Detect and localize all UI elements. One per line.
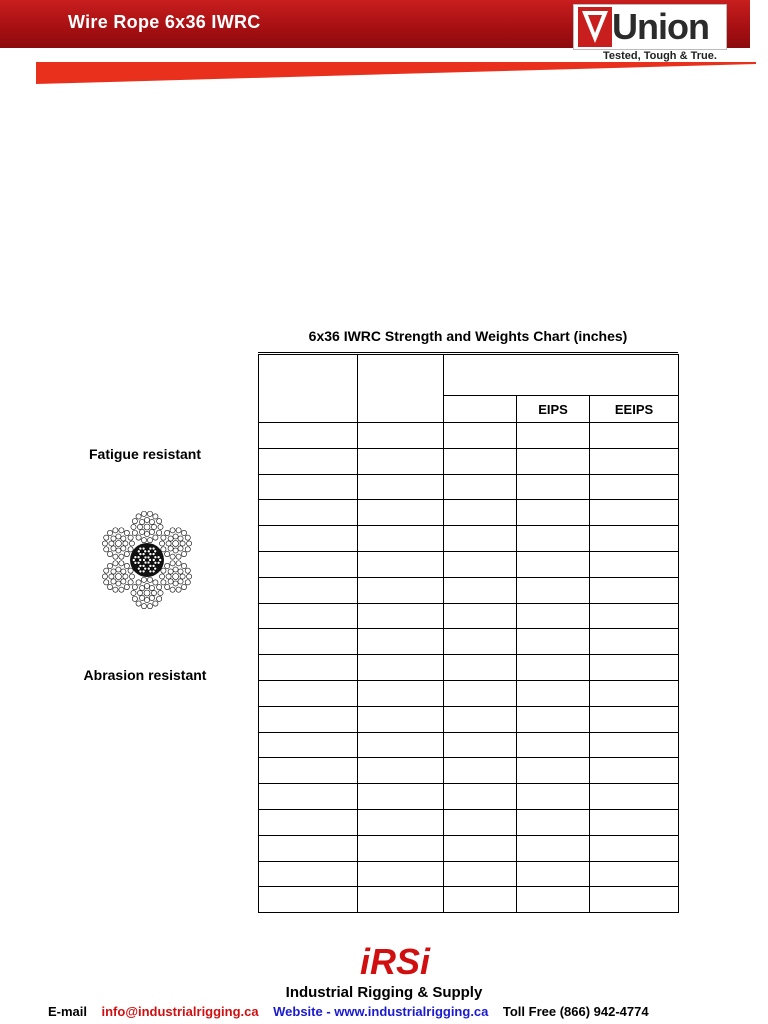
table-cell	[358, 680, 444, 706]
table-cell	[259, 655, 358, 681]
table-cell	[517, 423, 590, 449]
table-cell	[358, 655, 444, 681]
table-cell	[444, 577, 517, 603]
table-cell	[259, 500, 358, 526]
union-v-icon	[578, 7, 612, 47]
table-row	[259, 577, 679, 603]
table-row	[259, 680, 679, 706]
table-cell	[358, 809, 444, 835]
table-cell	[444, 835, 517, 861]
table-cell	[590, 577, 679, 603]
table-cell	[259, 629, 358, 655]
table-cell	[358, 423, 444, 449]
union-tagline: Tested, Tough & True.	[603, 50, 717, 62]
subheader-ips	[444, 396, 517, 423]
table-cell	[517, 603, 590, 629]
table-row	[259, 784, 679, 810]
header-cell-strength	[444, 355, 679, 396]
table-cell	[517, 835, 590, 861]
table-cell	[590, 603, 679, 629]
table-cell	[590, 887, 679, 913]
company-name: Industrial Rigging & Supply	[285, 984, 483, 1001]
irsi-logo-text: iRSi	[360, 941, 431, 980]
table-cell	[590, 423, 679, 449]
table-cell	[358, 500, 444, 526]
table-cell	[590, 551, 679, 577]
union-logo	[573, 4, 727, 50]
table-cell	[590, 732, 679, 758]
table-cell	[259, 809, 358, 835]
table-cell	[517, 861, 590, 887]
table-cell	[590, 861, 679, 887]
table-cell	[358, 784, 444, 810]
table-cell	[259, 835, 358, 861]
website-label: Website -	[273, 1004, 331, 1019]
table-cell	[517, 680, 590, 706]
table-cell	[358, 603, 444, 629]
table-cell	[444, 706, 517, 732]
table-top-rule	[258, 352, 678, 353]
table-cell	[358, 706, 444, 732]
table-row	[259, 474, 679, 500]
contact-line	[48, 1004, 768, 1019]
table-row	[259, 887, 679, 913]
table-cell	[259, 784, 358, 810]
table-cell	[358, 835, 444, 861]
table-cell	[444, 423, 517, 449]
table-row	[259, 526, 679, 552]
table-cell	[444, 551, 517, 577]
table-cell	[259, 577, 358, 603]
table-cell	[590, 680, 679, 706]
email-label: E-mail	[48, 1004, 88, 1019]
table-cell	[517, 500, 590, 526]
subheader-eeips: EEIPS	[590, 396, 679, 423]
table-cell	[517, 629, 590, 655]
table-cell	[517, 706, 590, 732]
strength-weights-table	[258, 354, 679, 913]
table-cell	[358, 861, 444, 887]
table-row	[259, 809, 679, 835]
toll-free: Toll Free (866) 942-4774	[502, 1004, 649, 1019]
header-cell-1	[259, 355, 358, 423]
table-cell	[590, 526, 679, 552]
table-cell	[590, 758, 679, 784]
table-cell	[444, 887, 517, 913]
table-cell	[590, 629, 679, 655]
table-row	[259, 551, 679, 577]
table-cell	[517, 732, 590, 758]
wire-rope-cross-section-icon	[97, 504, 197, 616]
table-row	[259, 629, 679, 655]
table-cell	[444, 500, 517, 526]
table-cell	[444, 861, 517, 887]
table-cell	[358, 629, 444, 655]
chart-title: 6x36 IWRC Strength and Weights Chart (inches)	[308, 328, 628, 344]
fatigue-label: Fatigue resistant	[88, 446, 202, 462]
table-cell	[259, 423, 358, 449]
table-cell	[590, 835, 679, 861]
irsi-logo	[360, 940, 440, 980]
table-cell	[444, 603, 517, 629]
table-cell	[358, 551, 444, 577]
table-cell	[444, 784, 517, 810]
table-cell	[590, 784, 679, 810]
table-cell	[259, 603, 358, 629]
table-row	[259, 423, 679, 449]
table-row	[259, 835, 679, 861]
header-stripe	[36, 62, 756, 84]
table-row	[259, 655, 679, 681]
table-row	[259, 500, 679, 526]
table-cell	[444, 758, 517, 784]
table-cell	[444, 526, 517, 552]
table-row	[259, 758, 679, 784]
table-cell	[517, 809, 590, 835]
table-cell	[444, 629, 517, 655]
table-cell	[358, 732, 444, 758]
table-cell	[444, 680, 517, 706]
table-cell	[590, 706, 679, 732]
union-logo-text: Union	[612, 6, 709, 47]
table-cell	[590, 448, 679, 474]
table-cell	[517, 655, 590, 681]
table-cell	[590, 474, 679, 500]
table-cell	[517, 887, 590, 913]
table-row	[259, 706, 679, 732]
table-cell	[590, 809, 679, 835]
table-cell	[259, 680, 358, 706]
table-cell	[358, 577, 444, 603]
table-cell	[517, 577, 590, 603]
table-cell	[259, 448, 358, 474]
table-cell	[358, 448, 444, 474]
table-cell	[259, 474, 358, 500]
table-cell	[259, 706, 358, 732]
table-cell	[517, 784, 590, 810]
table-row	[259, 732, 679, 758]
table-cell	[259, 758, 358, 784]
table-row	[259, 448, 679, 474]
subheader-eips: EIPS	[517, 396, 590, 423]
table-cell	[259, 732, 358, 758]
table-row	[259, 603, 679, 629]
table-cell	[358, 474, 444, 500]
table-cell	[517, 758, 590, 784]
website-link[interactable]: www.industrialrigging.ca	[334, 1004, 489, 1019]
table-cell	[517, 474, 590, 500]
table-cell	[517, 448, 590, 474]
email-link[interactable]: info@industrialrigging.ca	[101, 1004, 259, 1019]
header-cell-2	[358, 355, 444, 423]
table-cell	[444, 448, 517, 474]
table-cell	[590, 655, 679, 681]
table-cell	[259, 551, 358, 577]
table-cell	[517, 526, 590, 552]
table-cell	[444, 732, 517, 758]
table-cell	[444, 809, 517, 835]
table-cell	[590, 500, 679, 526]
page-title: Wire Rope 6x36 IWRC	[68, 12, 261, 32]
table-cell	[517, 551, 590, 577]
table-cell	[358, 758, 444, 784]
table-cell	[358, 526, 444, 552]
abrasion-label: Abrasion resistant	[83, 667, 207, 683]
table-cell	[444, 655, 517, 681]
table-cell	[444, 474, 517, 500]
table-cell	[259, 861, 358, 887]
table-row	[259, 861, 679, 887]
table-cell	[259, 526, 358, 552]
table-cell	[358, 887, 444, 913]
table-cell	[259, 887, 358, 913]
